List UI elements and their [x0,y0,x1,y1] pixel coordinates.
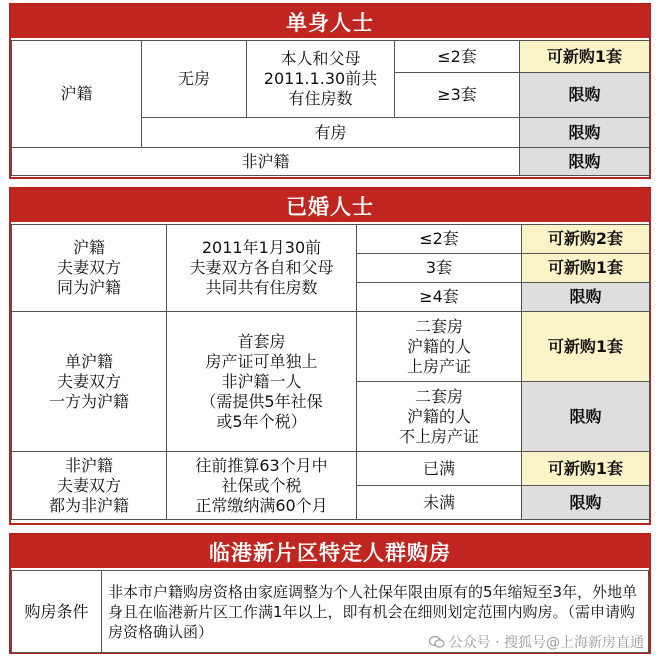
single-row1-result: 可新购1套 [520,41,650,73]
married-table [11,224,650,520]
watermark [429,632,644,652]
has-house-result: 限购 [520,118,650,148]
married-g3-desc: 往前推算63个月中 社保或个税 正常缴纳满60个月 [167,452,357,520]
hu-label: 沪籍 [12,41,142,148]
married-g1-label: 沪籍 夫妻双方 同为沪籍 [12,225,167,312]
married-g2-r2-cond: 二套房 沪籍的人 不上房产证 [357,382,522,452]
single-row1-cond: ≤2套 [395,41,520,73]
married-g3-r2-result: 限购 [522,486,650,520]
married-g3-r1-cond: 已满 [357,452,522,486]
married-g1-r3-cond: ≥4套 [357,283,522,312]
single-header: 单身人士 [11,5,649,38]
married-g1-desc: 2011年1月30前 夫妻双方各自和父母 共同共有住房数 [167,225,357,312]
married-g3-r2-cond: 未满 [357,486,522,520]
married-section [9,187,651,525]
married-g2-label: 单沪籍 夫妻双方 一方为沪籍 [12,312,167,452]
non-hu-label: 非沪籍 [12,148,520,176]
married-g2-r1-result: 可新购1套 [522,312,650,382]
watermark-text: 公众号 · 搜狐号@上海新房直通 [448,635,644,651]
married-g1-r3-result: 限购 [522,283,650,312]
single-table [11,40,650,176]
married-g1-r2-result: 可新购1套 [522,254,650,283]
married-g2-r2-result: 限购 [522,382,650,452]
single-row2-result: 限购 [520,73,650,118]
married-header: 已婚人士 [11,189,649,222]
married-g1-r1-result: 可新购2套 [522,225,650,254]
married-g1-r2-cond: 3套 [357,254,522,283]
lingang-header: 临港新片区特定人群购房 [11,535,649,568]
single-row2-cond: ≥3套 [395,73,520,118]
married-g3-label: 非沪籍 夫妻双方 都为非沪籍 [12,452,167,520]
owned-desc: 本人和父母 2011.1.30前共 有住房数 [247,41,395,118]
lingang-cond-label: 购房条件 [12,571,102,653]
no-house-label: 无房 [142,41,247,118]
wechat-icon [429,635,445,649]
lingang-cond-text: 非本市户籍购房资格由家庭调整为个人社保年限由原有的5年缩短至3年，外地单身且在临港新片区工作满1年以上，即有机会在细则划定范围内购房。（需申请购房资格确认函） [102,571,649,653]
non-hu-result: 限购 [520,148,650,176]
married-g2-r1-cond: 二套房 沪籍的人 上房产证 [357,312,522,382]
married-g3-r1-result: 可新购1套 [522,452,650,486]
married-g2-desc: 首套房 房产证可单独上 非沪籍一人 （需提供5年社保 或5年个税） [167,312,357,452]
has-house-label: 有房 [142,118,520,148]
married-g1-r1-cond: ≤2套 [357,225,522,254]
single-section [9,3,651,179]
